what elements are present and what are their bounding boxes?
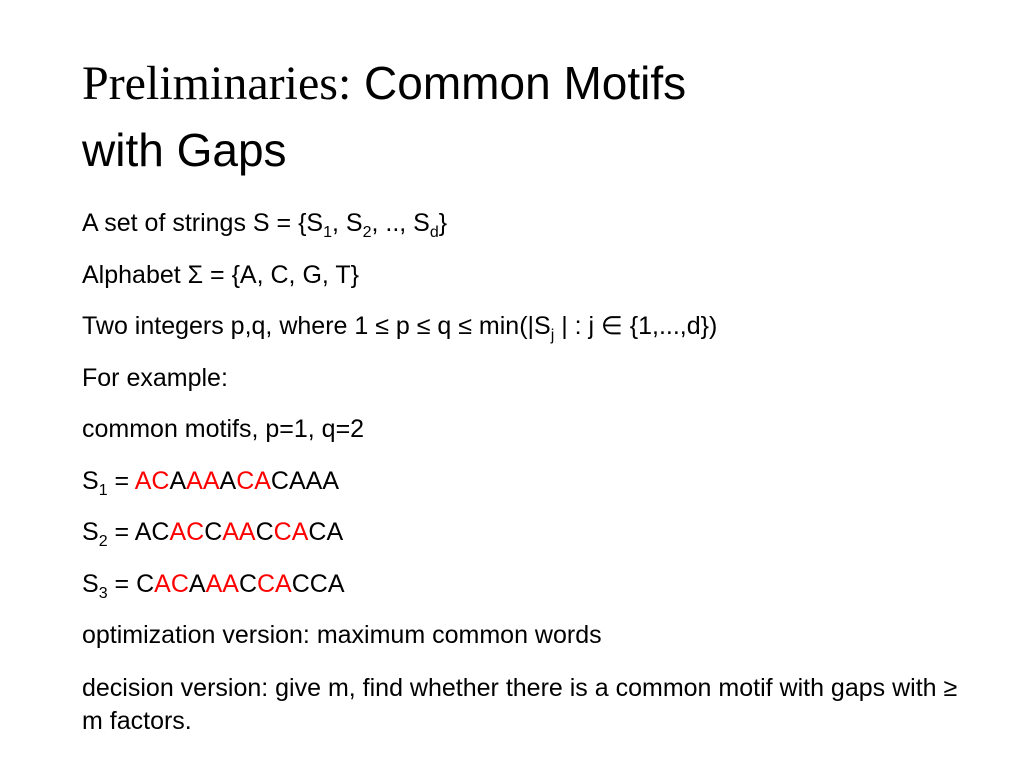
sequence-value	[136, 570, 344, 598]
integers-text-prefix: Two integers p,q, where 1 ≤ p ≤ q ≤ min(|S	[82, 312, 551, 340]
sequence-s3-line	[82, 569, 962, 602]
set-subscript-2: 2	[362, 224, 372, 241]
slide-title	[82, 50, 982, 183]
integers-line	[82, 311, 962, 344]
set-text-mid1: , S	[332, 209, 363, 237]
highlighted-motif-segment: AA	[186, 466, 220, 495]
highlighted-motif-segment: AC	[154, 569, 189, 598]
title-part-preliminaries: Preliminaries:	[82, 57, 352, 110]
slide-body	[82, 208, 962, 759]
sequence-s1-line	[82, 466, 962, 499]
sequence-segment: CCA	[291, 569, 345, 598]
optimization-line: optimization version: maximum common words	[82, 621, 602, 649]
set-text-suffix: }	[438, 209, 448, 237]
set-of-strings-line	[82, 208, 962, 241]
sequence-segment: CA	[308, 518, 344, 546]
sequence-segment: C	[136, 569, 155, 598]
sequence-segment: A	[169, 466, 187, 495]
highlighted-motif-segment: AA	[222, 518, 256, 546]
title-part-with-gaps: with Gaps	[82, 124, 287, 176]
sequence-segment: C	[204, 518, 223, 546]
example-line: For example:	[82, 363, 228, 392]
set-subscript-d: d	[429, 224, 439, 241]
alphabet-line: Alphabet Σ = {A, C, G, T}	[82, 260, 359, 289]
sequence-label: S	[82, 569, 99, 598]
sequence-value	[135, 518, 343, 546]
sequence-label: S	[82, 518, 99, 546]
sequence-segment: AC	[134, 518, 170, 546]
highlighted-motif-segment: CA	[273, 518, 309, 546]
set-text-mid2: , .., S	[371, 209, 430, 237]
motif-params-line: common motifs, p=1, q=2	[82, 415, 365, 443]
decision-line: decision version: give m, find whether there is a common motif with gaps with ≥ m factors.	[82, 673, 958, 735]
sequence-subscript: 2	[98, 533, 108, 550]
sequence-label: S	[82, 466, 99, 495]
sequence-equals: =	[107, 466, 135, 495]
sequence-subscript: 3	[98, 584, 108, 602]
sequence-s2-line	[82, 517, 962, 550]
sequence-segment: C	[238, 569, 257, 598]
sequence-segment: C	[255, 518, 274, 546]
set-text-prefix: A set of strings S = {S	[82, 209, 324, 237]
highlighted-motif-segment: AA	[205, 569, 239, 598]
sequence-segment: CAAA	[270, 466, 340, 495]
integers-subscript-j: j	[550, 327, 555, 344]
title-part-common-motifs: Common Motifs	[351, 57, 687, 109]
integers-text-suffix: | : j ∈ {1,...,d})	[554, 312, 718, 340]
highlighted-motif-segment: AC	[169, 518, 205, 546]
sequence-segment: A	[219, 466, 237, 495]
set-subscript-1: 1	[323, 224, 333, 241]
sequence-equals: =	[107, 569, 137, 598]
highlighted-motif-segment: AC	[134, 466, 170, 495]
sequence-equals: =	[107, 518, 135, 546]
sequence-value	[135, 467, 339, 495]
sequence-subscript: 1	[98, 481, 108, 499]
highlighted-motif-segment: CA	[257, 569, 292, 598]
sequence-segment: A	[188, 569, 206, 598]
highlighted-motif-segment: CA	[236, 466, 271, 495]
